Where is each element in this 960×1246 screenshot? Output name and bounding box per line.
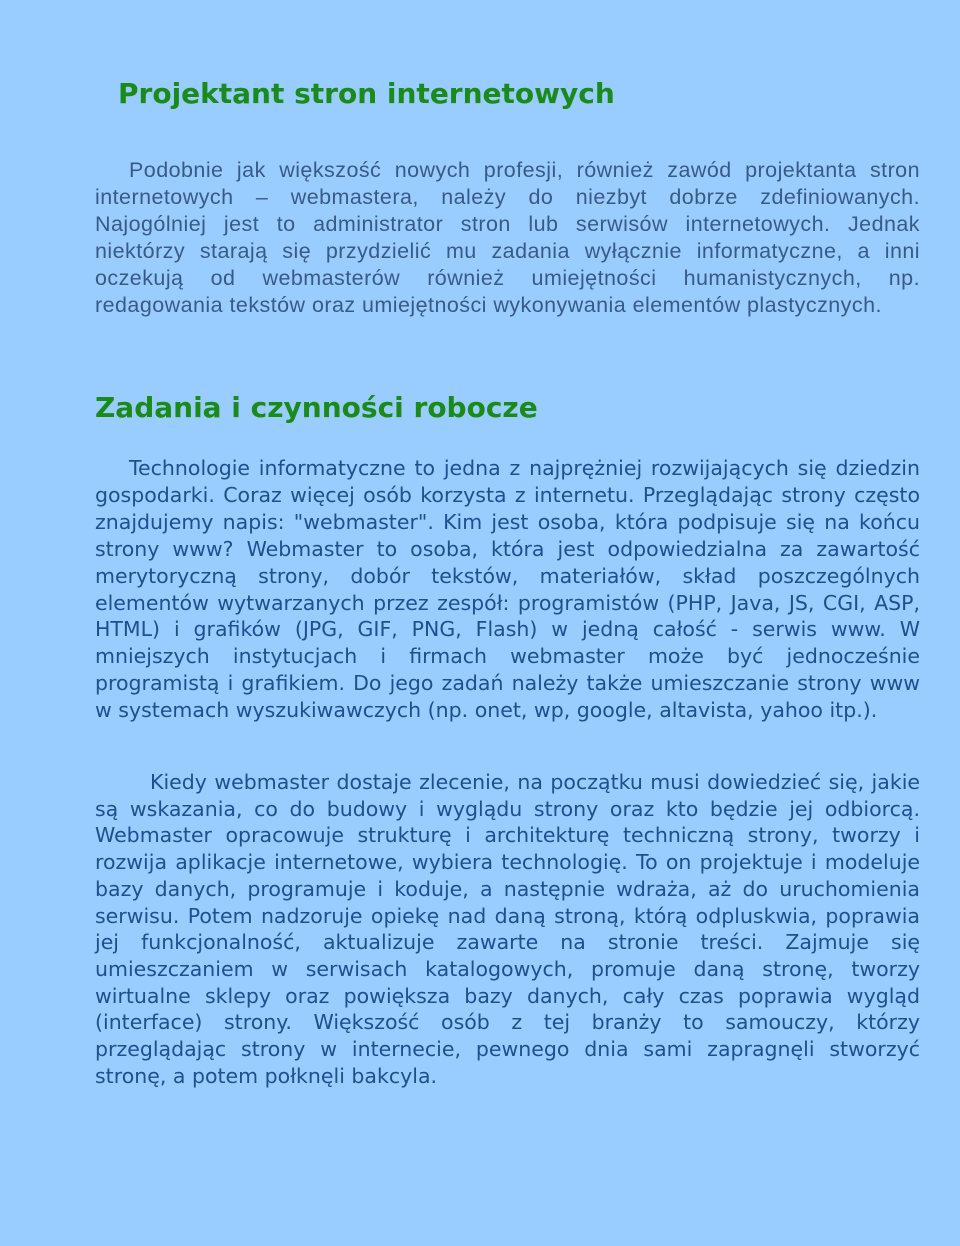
page-title: Projektant stron internetowych [118, 77, 615, 110]
intro-paragraph: Podobnie jak większość nowych profesji, również zawód projektanta stron internetowych – webmastera, należy do niezbyt dobrze zdefiniowanych. Najogólniej jest to administrator stron lub serwisów internetowych. Jednak niektórzy starają się przydzielić mu zadania wyłącznie informatyczne, a inni oczekują od webmasterów również umiejętności humanistycznych, np. redagowania tekstów oraz umiejętności wykonywania elementów plastycznych. [95, 158, 920, 317]
section-paragraph-2: Kiedy webmaster dostaje zlecenie, na początku musi dowiedzieć się, jakie są wskazania, co do budowy i wyglądu strony oraz kto będzie jej odbiorcą. Webmaster opracowuje strukturę i architekturę techniczną strony, tworzy i rozwija aplikacje internetowe, wybiera technologię. To on projektuje i modeluje bazy danych, programuje i koduje, a następnie wdraża, aż do uruchomienia serwisu. Potem nadzoruje opiekę nad daną stroną, którą odpluskwia, poprawia jej funkcjonalność, aktualizuje zawarte na stronie treści. Zajmuje się umieszczaniem w serwisach katalogowych, promuje daną stronę, tworzy wirtualne sklepy oraz powiększa bazy danych, cały czas poprawia wygląd (interface) strony. Większość osób z tej branży to samouczy, którzy przeglądając strony w internecie, pewnego dnia sami zapragnęli stworzyć stronę, a potem połknęli bakcyla. [95, 770, 920, 1088]
section-heading: Zadania i czynności robocze [95, 391, 538, 424]
section-paragraph-1: Technologie informatyczne to jedna z najprężniej rozwijających się dziedzin gospodarki. Coraz więcej osób korzysta z internetu. Przeglądając strony często znajdujemy napis: "webmaster". Kim jest osoba, która podpisuje się na końcu strony www? Webmaster to osoba, która jest odpowiedzialna za zawartość merytoryczną strony, dobór tekstów, materiałów, skład poszczególnych elementów wytwarzanych przez zespół: programistów (PHP, Java, JS, CGI, ASP, HTML) i grafików (JPG, GIF, PNG, Flash) w jedną całość - serwis www. W mniejszych instytucjach i firmach webmaster może być jednocześnie programistą i grafikiem. Do jego zadań należy także umieszczanie strony www w systemach wyszukiwawczych (np. onet, wp, google, altavista, yahoo itp.). [95, 456, 920, 723]
